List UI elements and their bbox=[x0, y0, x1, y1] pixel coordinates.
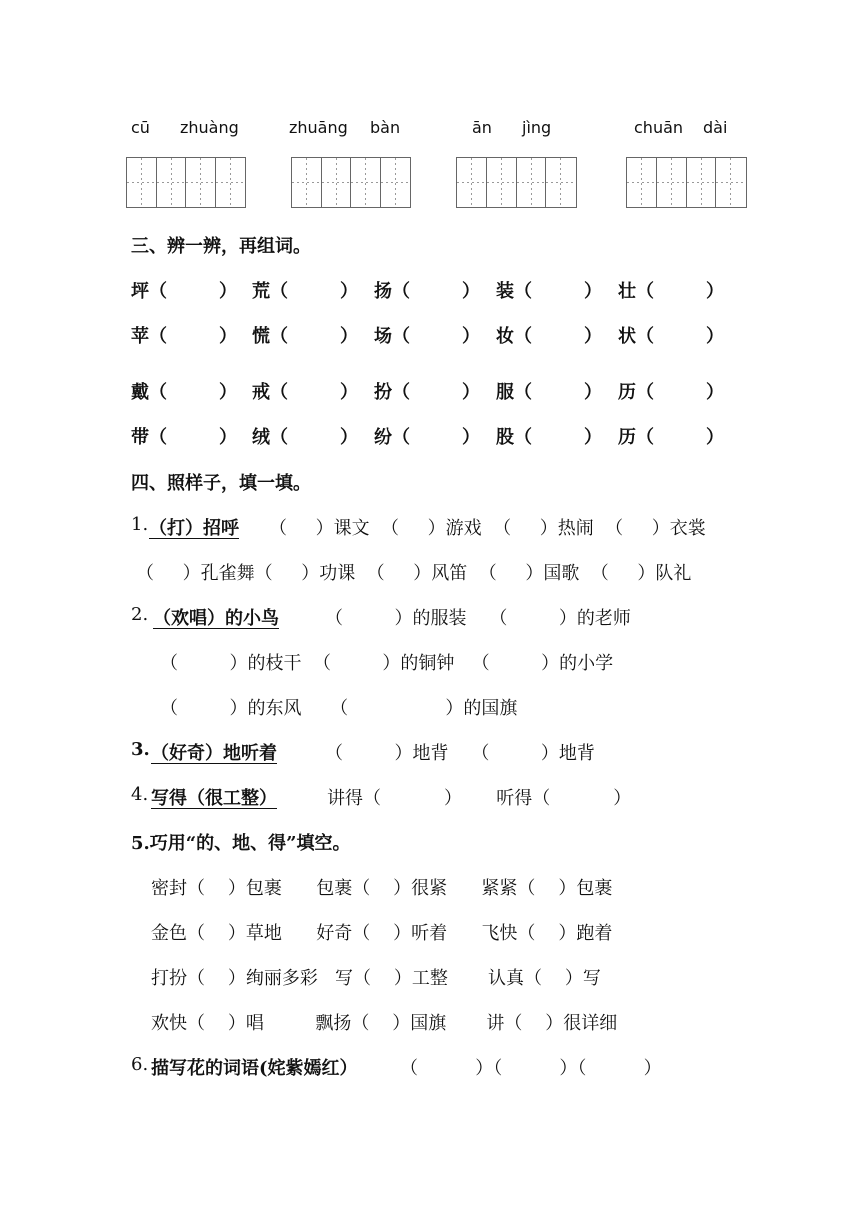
pinyin-2b: bàn bbox=[370, 118, 401, 137]
grid-cell[interactable] bbox=[292, 158, 322, 207]
writing-grid[interactable] bbox=[291, 157, 411, 208]
zuci-close-paren[interactable]: ） bbox=[584, 281, 602, 302]
pinyin-1a: cū bbox=[131, 118, 150, 137]
grid-cell[interactable] bbox=[627, 158, 657, 207]
writing-grid[interactable] bbox=[626, 157, 747, 208]
writing-grid[interactable] bbox=[126, 157, 246, 208]
grid-cell[interactable] bbox=[322, 158, 352, 207]
q5-title: 5.巧用“的、地、得”填空。 bbox=[131, 833, 351, 854]
grid-cell[interactable] bbox=[546, 158, 576, 207]
zuci-close-paren[interactable]: ） bbox=[462, 382, 480, 403]
zuci-char: 纷（ bbox=[374, 427, 410, 448]
zuci-close-paren[interactable]: ） bbox=[219, 281, 237, 302]
zuci-close-paren[interactable]: ） bbox=[340, 427, 358, 448]
section-3-title: 三、辨一辨，再组词。 bbox=[131, 236, 311, 257]
zuci-char: 绒（ bbox=[252, 427, 288, 448]
q1-number: 1. bbox=[131, 514, 149, 535]
q2-example: （欢唱）的小鸟 bbox=[153, 608, 279, 629]
q4-number: 4. bbox=[131, 784, 149, 805]
zuci-char: 股（ bbox=[496, 427, 532, 448]
grid-cell[interactable] bbox=[687, 158, 717, 207]
q5-row-2: 金色（ ）草地 好奇（ ）听着 飞快（ ）跑着 bbox=[151, 923, 613, 944]
q2-line3: （ ）的东风 （ ）的国旗 bbox=[160, 698, 518, 719]
q5-row-3: 打扮（ ）绚丽多彩 写（ ）工整 认真（ ）写 bbox=[151, 968, 601, 989]
zuci-char: 装（ bbox=[496, 281, 532, 302]
q2-line1: （ ）的服装 （ ）的老师 bbox=[325, 608, 631, 629]
q4-example: 写得（很工整） bbox=[151, 788, 277, 809]
zuci-char: 扮（ bbox=[374, 382, 410, 403]
grid-cell[interactable] bbox=[381, 158, 410, 207]
zuci-close-paren[interactable]: ） bbox=[584, 427, 602, 448]
zuci-char: 慌（ bbox=[252, 326, 288, 347]
grid-cell[interactable] bbox=[487, 158, 517, 207]
zuci-close-paren[interactable]: ） bbox=[706, 382, 724, 403]
zuci-close-paren[interactable]: ） bbox=[340, 382, 358, 403]
pinyin-3b: jìng bbox=[522, 118, 552, 137]
zuci-close-paren[interactable]: ） bbox=[462, 281, 480, 302]
q4-rest: 讲得（ ） 听得（ ） bbox=[327, 788, 632, 809]
zuci-close-paren[interactable]: ） bbox=[706, 326, 724, 347]
q2-line2: （ ）的枝干 （ ）的铜钟 （ ）的小学 bbox=[160, 653, 614, 674]
grid-cell[interactable] bbox=[716, 158, 746, 207]
grid-cell[interactable] bbox=[517, 158, 547, 207]
zuci-char: 带（ bbox=[131, 427, 167, 448]
zuci-close-paren[interactable]: ） bbox=[219, 382, 237, 403]
q3-example: （好奇）地听着 bbox=[151, 743, 277, 764]
zuci-char: 状（ bbox=[618, 326, 654, 347]
zuci-char: 历（ bbox=[618, 382, 654, 403]
grid-cell[interactable] bbox=[216, 158, 245, 207]
pinyin-1b: zhuàng bbox=[180, 118, 239, 137]
zuci-close-paren[interactable]: ） bbox=[462, 326, 480, 347]
writing-grid[interactable] bbox=[456, 157, 577, 208]
q5-row-4: 欢快（ ）唱 飘扬（ ）国旗 讲（ ）很详细 bbox=[151, 1013, 618, 1034]
q6-number: 6. bbox=[131, 1054, 149, 1075]
q6-rest: （ ）（ ）（ ） bbox=[400, 1058, 662, 1079]
zuci-char: 场（ bbox=[374, 326, 410, 347]
pinyin-4b: dài bbox=[703, 118, 728, 137]
pinyin-2a: zhuāng bbox=[289, 118, 348, 137]
zuci-char: 坪（ bbox=[131, 281, 167, 302]
pinyin-3a: ān bbox=[472, 118, 492, 137]
grid-cell[interactable] bbox=[186, 158, 216, 207]
grid-cell[interactable] bbox=[157, 158, 187, 207]
pinyin-4a: chuān bbox=[634, 118, 684, 137]
zuci-close-paren[interactable]: ） bbox=[584, 382, 602, 403]
zuci-char: 扬（ bbox=[374, 281, 410, 302]
zuci-char: 戒（ bbox=[252, 382, 288, 403]
q2-number: 2. bbox=[131, 604, 149, 625]
grid-cell[interactable] bbox=[127, 158, 157, 207]
zuci-close-paren[interactable]: ） bbox=[706, 281, 724, 302]
zuci-char: 历（ bbox=[618, 427, 654, 448]
zuci-char: 戴（ bbox=[131, 382, 167, 403]
q1-line1: （ ）课文 （ ）游戏 （ ）热闹 （ ）衣裳 bbox=[269, 518, 706, 539]
q5-row-1: 密封（ ）包裹 包裹（ ）很紧 紧紧（ ）包裹 bbox=[151, 878, 613, 899]
zuci-close-paren[interactable]: ） bbox=[219, 326, 237, 347]
zuci-char: 壮（ bbox=[618, 281, 654, 302]
zuci-close-paren[interactable]: ） bbox=[219, 427, 237, 448]
zuci-char: 妆（ bbox=[496, 326, 532, 347]
zuci-close-paren[interactable]: ） bbox=[340, 326, 358, 347]
q6-label: 描写花的词语(姹紫嫣红） bbox=[151, 1058, 358, 1079]
zuci-close-paren[interactable]: ） bbox=[584, 326, 602, 347]
zuci-char: 荒（ bbox=[252, 281, 288, 302]
zuci-close-paren[interactable]: ） bbox=[340, 281, 358, 302]
grid-cell[interactable] bbox=[351, 158, 381, 207]
zuci-close-paren[interactable]: ） bbox=[706, 427, 724, 448]
zuci-char: 服（ bbox=[496, 382, 532, 403]
q3-rest: （ ）地背 （ ）地背 bbox=[325, 743, 595, 764]
q1-example: （打）招呼 bbox=[149, 518, 239, 539]
q3-number: 3. bbox=[131, 739, 150, 760]
zuci-char: 苹（ bbox=[131, 326, 167, 347]
zuci-close-paren[interactable]: ） bbox=[462, 427, 480, 448]
section-4-title: 四、照样子，填一填。 bbox=[131, 473, 311, 494]
grid-cell[interactable] bbox=[657, 158, 687, 207]
grid-cell[interactable] bbox=[457, 158, 487, 207]
q1-line2: （ ）孔雀舞（ ）功课 （ ）风笛 （ ）国歌 （ ）队礼 bbox=[136, 563, 692, 584]
